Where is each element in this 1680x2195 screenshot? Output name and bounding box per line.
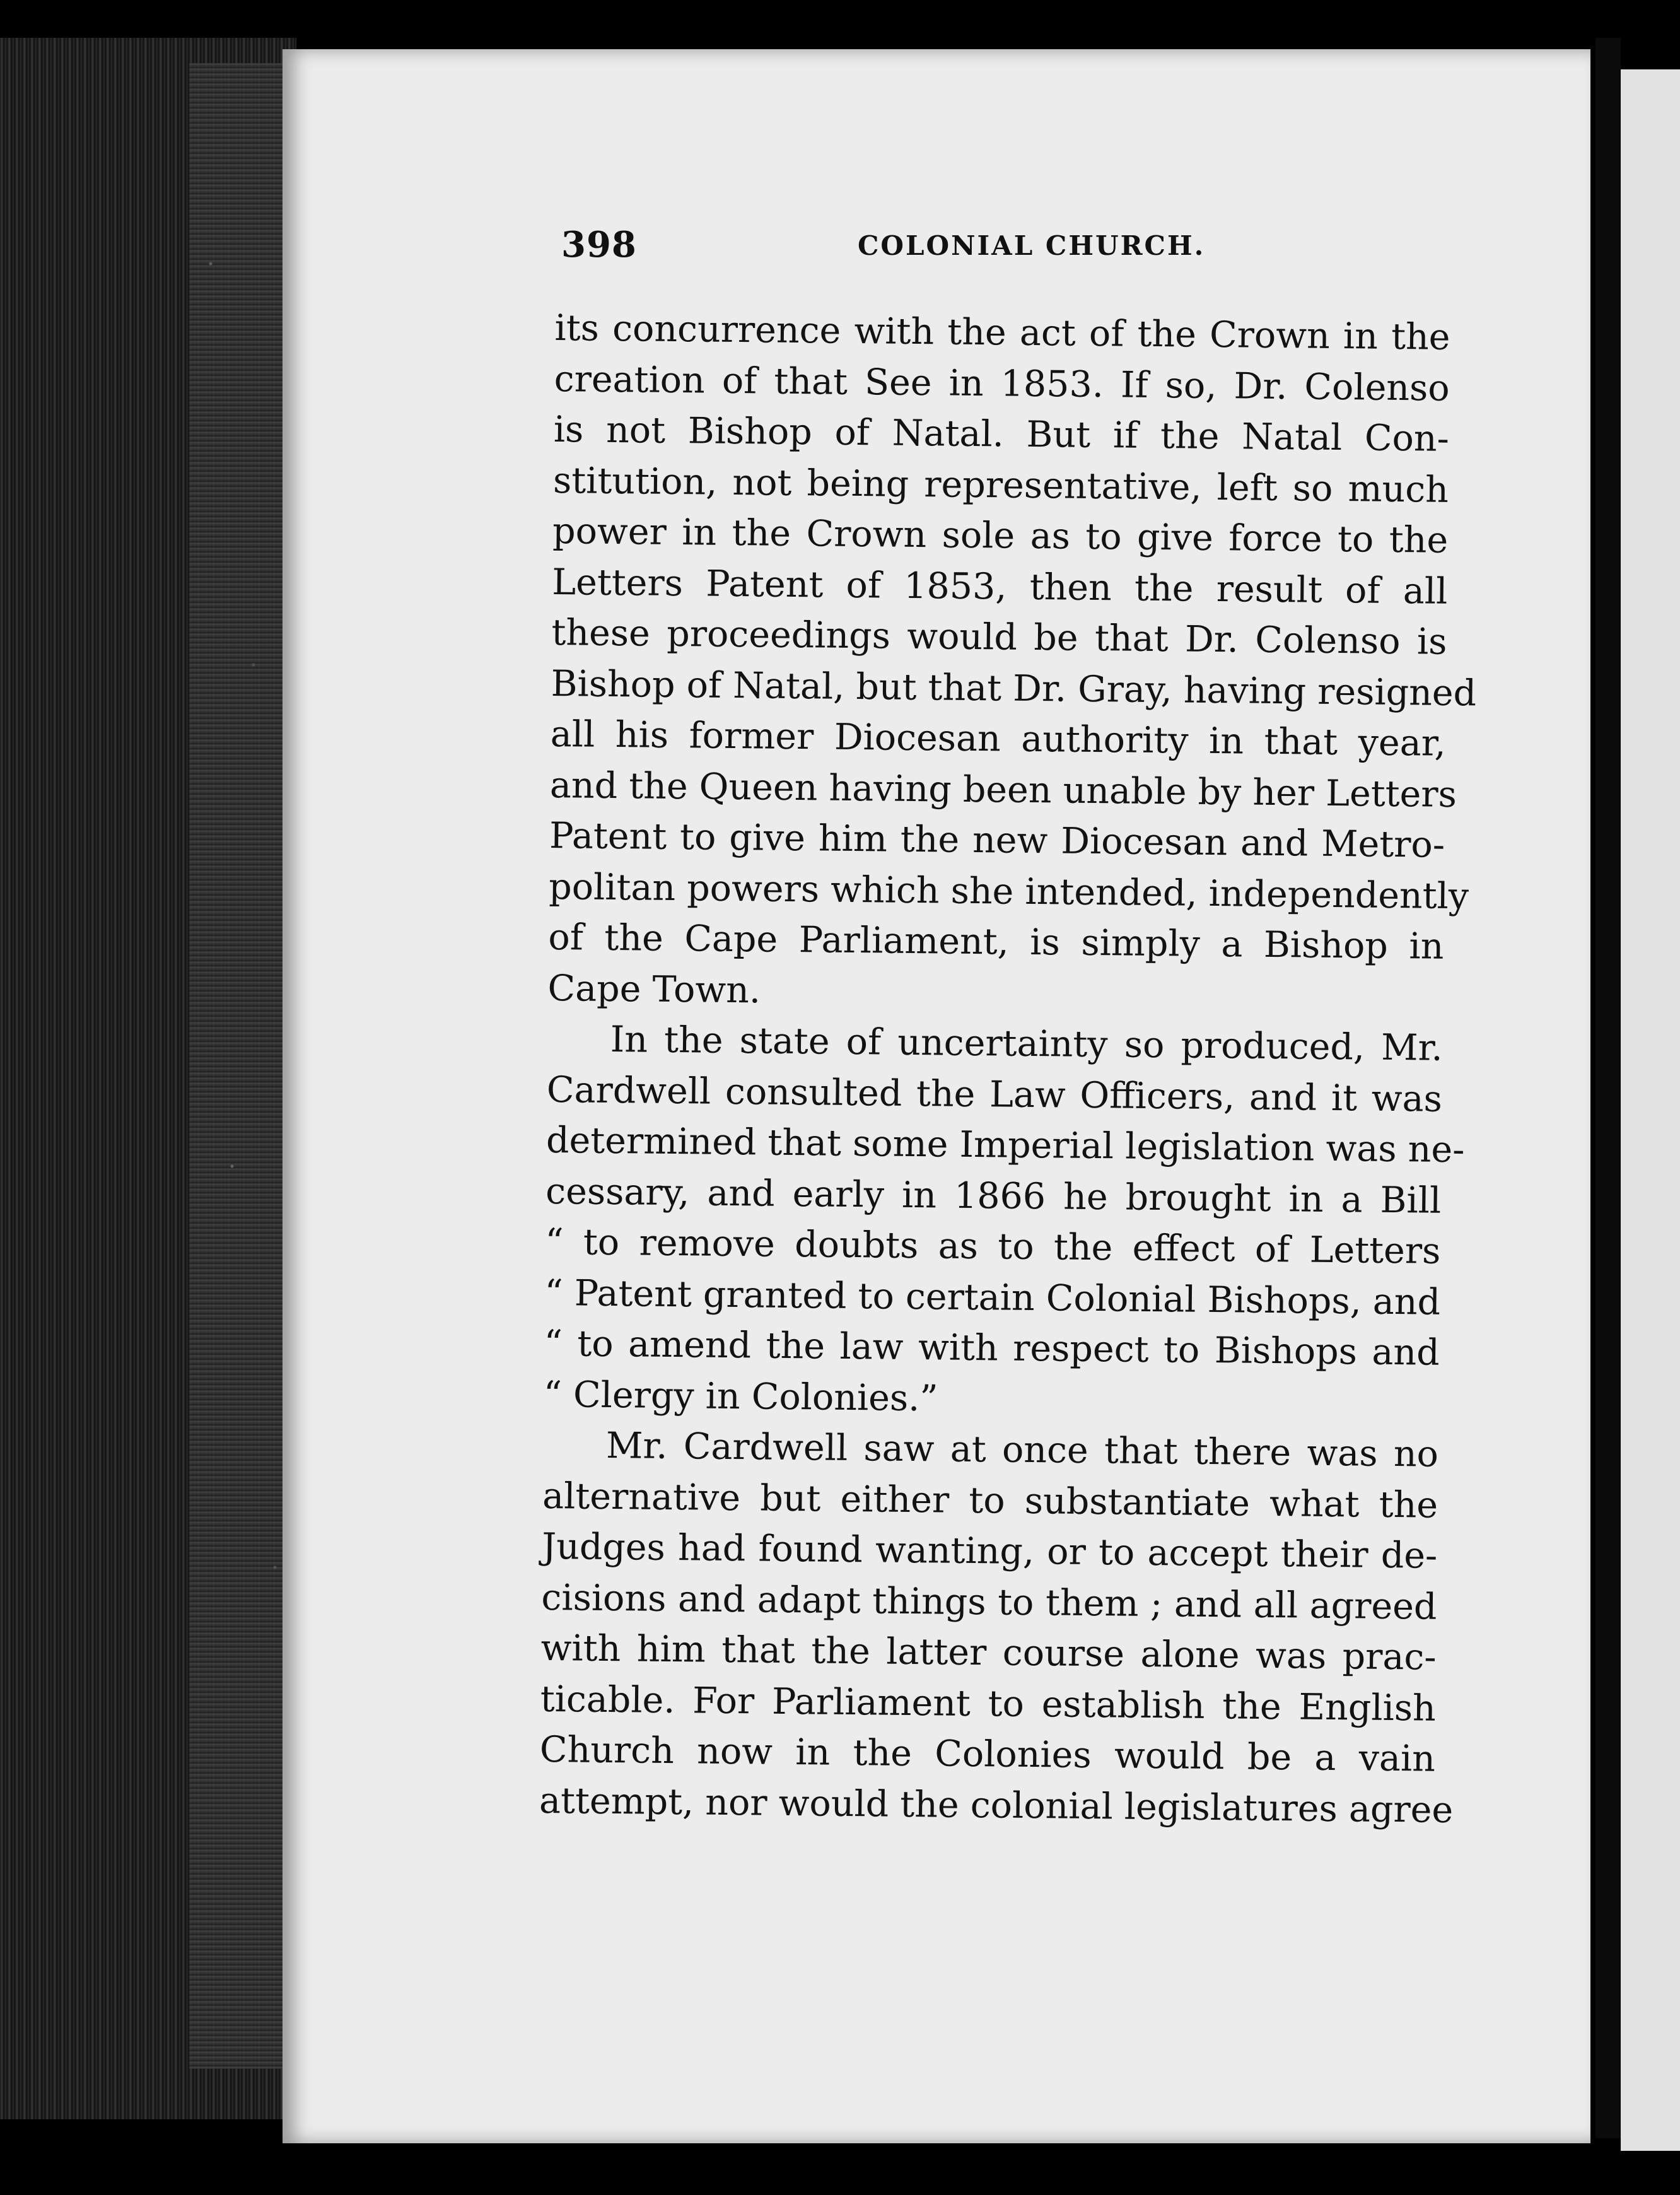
text-line: “ Clergy in Colonies.”: [543, 1373, 938, 1419]
text-line: attempt, nor would the colonial legislatures agree: [539, 1779, 1454, 1831]
text-line: power in the Crown sole as to give force to the: [552, 510, 1449, 561]
text-line: “ Patent granted to certain Colonial Bishops, and: [544, 1272, 1441, 1323]
text-line: Judges had found wanting, or to accept their de-: [542, 1525, 1438, 1577]
facing-page-edge: [1621, 69, 1680, 2151]
text-line: with him that the latter course alone was prac-: [540, 1627, 1437, 1678]
body-text: [539, 303, 1477, 1835]
text-line: ticable. For Parliament to establish the English: [540, 1678, 1437, 1730]
text-line: Church now in the Colonies would be a vain: [539, 1728, 1436, 1780]
text-line: is not Bishop of Natal. But if the Natal Con-: [553, 408, 1450, 460]
text-line: all his former Diocesan authority in that year,: [550, 713, 1447, 764]
text-line: Mr. Cardwell saw at once that there was no: [605, 1424, 1439, 1475]
text-line: stitution, not being representative, left so much: [552, 459, 1449, 511]
text-line: Cape Town.: [547, 967, 761, 1011]
running-header: [561, 224, 1457, 274]
paragraph: [547, 303, 1477, 1023]
text-line: cisions and adapt things to them ; and all agreed: [541, 1576, 1437, 1628]
text-line: cessary, and early in 1866 he brought in a Bill: [545, 1170, 1442, 1222]
gutter-shadow: [1595, 38, 1621, 2138]
text-line: Letters Patent of 1853, then the result of all: [552, 561, 1448, 612]
text-line: Patent to give him the new Diocesan and Metro-: [549, 814, 1445, 866]
text-line: Cardwell consulted the Law Officers, and it was: [546, 1068, 1443, 1120]
paragraph: [539, 1420, 1454, 1835]
page-number: 398: [561, 224, 637, 266]
text-line: its concurrence with the act of the Crown in the: [554, 307, 1450, 358]
text-line: “ to amend the law with respect to Bishops and: [544, 1322, 1440, 1374]
text-line: of the Cape Parliament, is simply a Bishop in: [548, 916, 1444, 968]
text-line: “ to remove doubts as to the effect of Letters: [545, 1220, 1441, 1272]
running-head-title: COLONIAL CHURCH.: [858, 230, 1206, 261]
text-line: these proceedings would be that Dr. Colenso is: [551, 611, 1447, 663]
paragraph: [543, 1014, 1465, 1429]
text-line: determined that some Imperial legislation was ne-: [545, 1119, 1465, 1171]
text-line: In the state of uncertainty so produced, Mr.: [610, 1018, 1444, 1069]
text-line: and the Queen having been unable by her Letters: [549, 764, 1457, 816]
binding-texture: [189, 63, 296, 2069]
text-line: alternative but either to substantiate what the: [542, 1475, 1438, 1526]
text-line: Bishop of Natal, but that Dr. Gray, having resigned: [551, 662, 1477, 714]
text-line: politan powers which she intended, independently: [548, 865, 1469, 917]
text-line: creation of that See in 1853. If so, Dr. Colenso: [554, 358, 1450, 409]
